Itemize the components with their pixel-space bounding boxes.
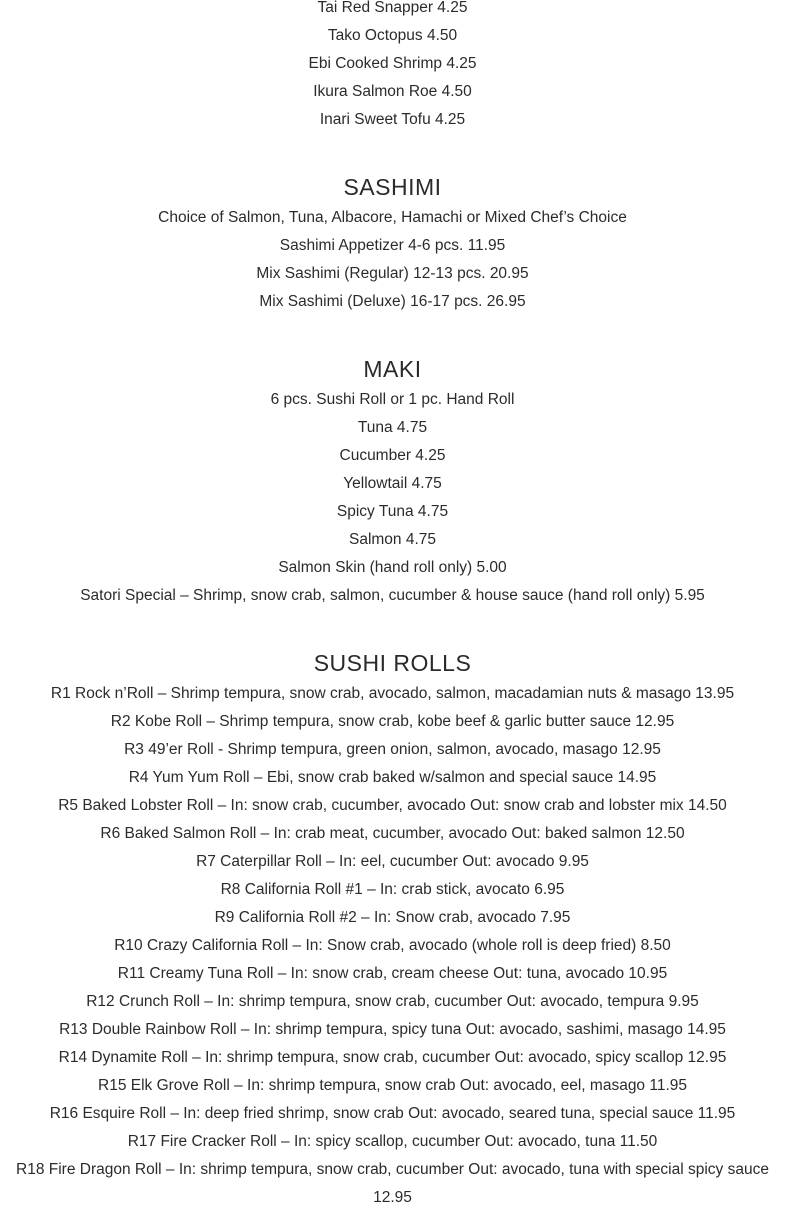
section-title-maki: MAKI — [363, 356, 422, 382]
menu-item: Ebi Cooked Shrimp 4.25 — [308, 55, 477, 72]
menu-item: Yellowtail 4.75 — [343, 475, 442, 492]
menu-item: R15 Elk Grove Roll – In: shrimp tempura, snow crab Out: avocado, eel, masago 11.95 — [98, 1077, 687, 1094]
menu-item: R12 Crunch Roll – In: shrimp tempura, snow crab, cucumber Out: avocado, tempura 9.95 — [86, 993, 699, 1010]
menu-item: Tako Octopus 4.50 — [327, 27, 458, 44]
menu-item: Cucumber 4.25 — [339, 447, 446, 464]
menu-item: R6 Baked Salmon Roll – In: crab meat, cucumber, avocado Out: baked salmon 12.50 — [100, 825, 685, 842]
menu-item: Spicy Tuna 4.75 — [336, 503, 449, 520]
menu-item: R1 Rock n’Roll – Shrimp tempura, snow crab, avocado, salmon, macadamian nuts & masago 13.95 — [50, 685, 735, 702]
menu-item: Tai Red Snapper 4.25 — [317, 0, 468, 16]
menu-item: Salmon Skin (hand roll only) 5.00 — [278, 559, 507, 576]
menu-item: R17 Fire Cracker Roll – In: spicy scallop, cucumber Out: avocado, tuna 11.50 — [127, 1133, 658, 1150]
menu-item: R18 Fire Dragon Roll – In: shrimp tempura, snow crab, cucumber Out: avocado, tuna with special spicy sauce 12.95 — [16, 1161, 769, 1206]
menu-item: R14 Dynamite Roll – In: shrimp tempura, snow crab, cucumber Out: avocado, spicy scallop 12.95 — [58, 1049, 727, 1066]
menu-item: R9 California Roll #2 – In: Snow crab, avocado 7.95 — [214, 909, 571, 926]
menu-item: R4 Yum Yum Roll – Ebi, snow crab baked w/salmon and special sauce 14.95 — [128, 769, 657, 786]
menu-item: R3 49’er Roll - Shrimp tempura, green onion, salmon, avocado, masago 12.95 — [124, 741, 661, 758]
sashimi-list — [0, 204, 785, 316]
menu-item: 6 pcs. Sushi Roll or 1 pc. Hand Roll — [270, 391, 515, 408]
menu-item: R11 Creamy Tuna Roll – In: snow crab, cream cheese Out: tuna, avocado 10.95 — [117, 965, 668, 982]
sushi-rolls-list — [0, 680, 785, 1212]
menu-item: R13 Double Rainbow Roll – In: shrimp tempura, spicy tuna Out: avocado, sashimi, masago 14.95 — [59, 1021, 726, 1038]
menu-item: R5 Baked Lobster Roll – In: snow crab, cucumber, avocado Out: snow crab and lobster mix 14.50 — [58, 797, 727, 814]
menu-item: R2 Kobe Roll – Shrimp tempura, snow crab, kobe beef & garlic butter sauce 12.95 — [110, 713, 675, 730]
menu-item: Sashimi Appetizer 4-6 pcs. 11.95 — [279, 237, 506, 254]
menu-item: Mix Sashimi (Deluxe) 16-17 pcs. 26.95 — [259, 293, 526, 310]
section-title-sushi-rolls: SUSHI ROLLS — [313, 650, 472, 676]
menu-item: R7 Caterpillar Roll – In: eel, cucumber Out: avocado 9.95 — [196, 853, 589, 870]
menu-item: R10 Crazy California Roll – In: Snow crab, avocado (whole roll is deep fried) 8.50 — [114, 937, 671, 954]
menu-item: Choice of Salmon, Tuna, Albacore, Hamachi or Mixed Chef’s Choice — [158, 209, 627, 226]
menu-item: Tuna 4.75 — [357, 419, 428, 436]
menu-item: R8 California Roll #1 – In: crab stick, avocato 6.95 — [220, 881, 565, 898]
menu-item: Mix Sashimi (Regular) 12-13 pcs. 20.95 — [256, 265, 529, 282]
menu-item: Inari Sweet Tofu 4.25 — [319, 111, 466, 128]
menu-item: Satori Special – Shrimp, snow crab, salmon, cucumber & house sauce (hand roll only) 5.95 — [80, 587, 705, 604]
menu-item: Salmon 4.75 — [348, 531, 437, 548]
section-title-sashimi: SASHIMI — [343, 174, 442, 200]
menu-item: Ikura Salmon Roe 4.50 — [313, 83, 472, 100]
maki-list — [0, 386, 785, 610]
menu-item: R16 Esquire Roll – In: deep fried shrimp, snow crab Out: avocado, seared tuna, special sauce 11.95 — [49, 1105, 736, 1122]
nigiri-list — [0, 0, 785, 134]
